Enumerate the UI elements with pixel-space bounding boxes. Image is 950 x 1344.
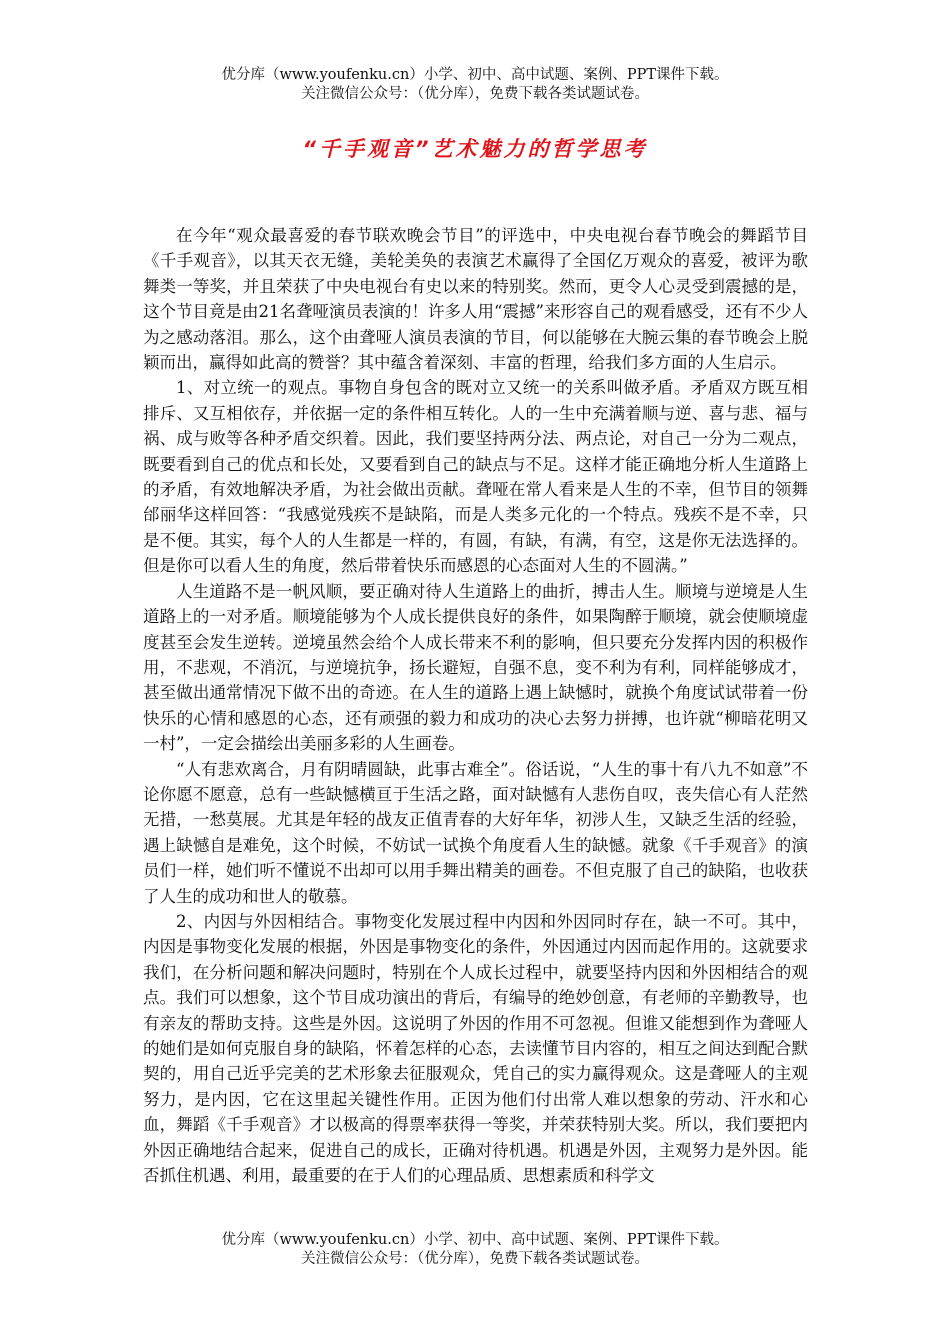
paragraph-intro: 在今年“观众最喜爱的春节联欢晚会节目”的评选中，中央电视台春节晚会的舞蹈节目《千手观音》，以其天衣无缝，美轮美奂的表演艺术赢得了全国亿万观众的喜爱，被评为歌舞类一等奖，并且荣获了中央电视台有史以来的特别奖。然而，更令人心灵受到震撼的是，这个节目竟是由21名聋哑演员表演的！许多人用“震撼”来形容自己的观看感受，还有不少人为之感动落泪。那么，这个由聋哑人演员表演的节目，何以能够在大腕云集的春节晚会上脱颖而出，赢得如此高的赞誉？其中蕴含着深刻、丰富的哲理，给我们多方面的人生启示。 bbox=[143, 226, 808, 373]
page-header bbox=[0, 66, 950, 104]
paragraph-life-road: 人生道路不是一帆风顺，要正确对待人生道路上的曲折，搏击人生。顺境与逆境是人生道路上的一对矛盾。顺境能够为个人成长提供良好的条件，如果陶醉于顺境，就会使顺境虚度甚至会发生逆转。逆境虽然会给个人成长带来不利的影响，但只要充分发挥内因的积极作用，不悲观，不消沉，与逆境抗争，扬长避短，自强不息，变不利为有利，同样能够成才，甚至做出通常情况下做不出的奇迹。在人生的道路上遇上缺憾时，就换个角度试试带着一份快乐的心情和感恩的心态，还有顽强的毅力和成功的决心去努力拼搏，也许就“柳暗花明又一村”，一定会描绘出美丽多彩的人生画卷。 bbox=[143, 581, 808, 754]
footer-line-2: 关注微信公众号：（优分库），免费下载各类试题试卷。 bbox=[301, 1251, 649, 1267]
article-body bbox=[143, 223, 808, 1188]
article-title: “千手观音”艺术魅力的哲学思考 bbox=[302, 137, 648, 161]
header-line-1: 优分库（www.youfenku.cn）小学、初中、高中试题、案例、PPT课件下载。 bbox=[221, 67, 729, 83]
header-line-2: 关注微信公众号：（优分库），免费下载各类试题试卷。 bbox=[301, 86, 649, 102]
footer-line-1: 优分库（www.youfenku.cn）小学、初中、高中试题、案例、PPT课件下载。 bbox=[221, 1232, 729, 1248]
paragraph-internal-external: 2、内因与外因相结合。事物变化发展过程中内因和外因同时存在，缺一不可。其中，内因是事物变化发展的根据，外因是事物变化的条件，外因通过内因而起作用的。这就要求我们，在分析问题和解决问题时，特别在个人成长过程中，就要坚持内因和外因相结合的观点。我们可以想象，这个节目成功演出的背后，有编导的绝妙创意，有老师的辛勤教导，也有亲友的帮助支持。这些是外因。这说明了外因的作用不可忽视。但谁又能想到作为聋哑人的她们是如何克服自身的缺陷，怀着怎样的心态，去读懂节目内容的，相互之间达到配合默契的，用自己近乎完美的艺术形象去征服观众，凭自己的实力赢得观众。这是聋哑人的主观努力，是内因，它在这里起关键性作用。正因为他们付出常人难以想象的劳动、汗水和心血，舞蹈《千手观音》才以极高的得票率获得一等奖，并荣获特别大奖。所以，我们要把内外因正确地结合起来，促进自己的成长，正确对待机遇。机遇是外因，主观努力是外因。能否抓住机遇、利用，最重要的在于人们的心理品质、思想素质和科学文 bbox=[143, 911, 808, 1186]
paragraph-unity-of-opposites: 1、对立统一的观点。事物自身包含的既对立又统一的关系叫做矛盾。矛盾双方既互相排斥、又互相依存，并依据一定的条件相互转化。人的一生中充满着顺与逆、喜与悲、福与祸、成与败等各种矛盾交织着。因此，我们要坚持两分法、两点论，对自己一分为二观点，既要看到自己的优点和长处，又要看到自己的缺点与不足。这样才能正确地分析人生道路上的矛盾，有效地解决矛盾，为社会做出贡献。聋哑在常人看来是人生的不幸，但节目的领舞邰丽华这样回答：“我感觉残疾不是缺陷，而是人类多元化的一个特点。残疾不是不幸，只是不便。其实，每个人的人生都是一样的，有圆，有缺，有满，有空，这是你无法选择的。但是你可以看人生的角度，然后带着快乐而感恩的心态面对人生的不圆满。” bbox=[143, 378, 808, 576]
page-footer bbox=[0, 1231, 950, 1269]
paragraph-regrets: “人有悲欢离合，月有阴晴圆缺，此事古难全”。俗话说，“人生的事十有八九不如意”不论你愿不愿意，总有一些缺憾横亘于生活之路，面对缺憾有人悲伤自叹，丧失信心有人茫然无措，一愁莫展。尤其是年轻的战友正值青春的大好年华，初涉人生，又缺乏生活的经验，遇上缺憾自是难免，这个时候，不妨试一试换个角度看人生的缺憾。就象《千手观音》的演员们一样，她们听不懂说不出却可以用手舞出精美的画卷。不但克服了自己的缺陷，也收获了人生的成功和世人的敬慕。 bbox=[143, 759, 808, 906]
